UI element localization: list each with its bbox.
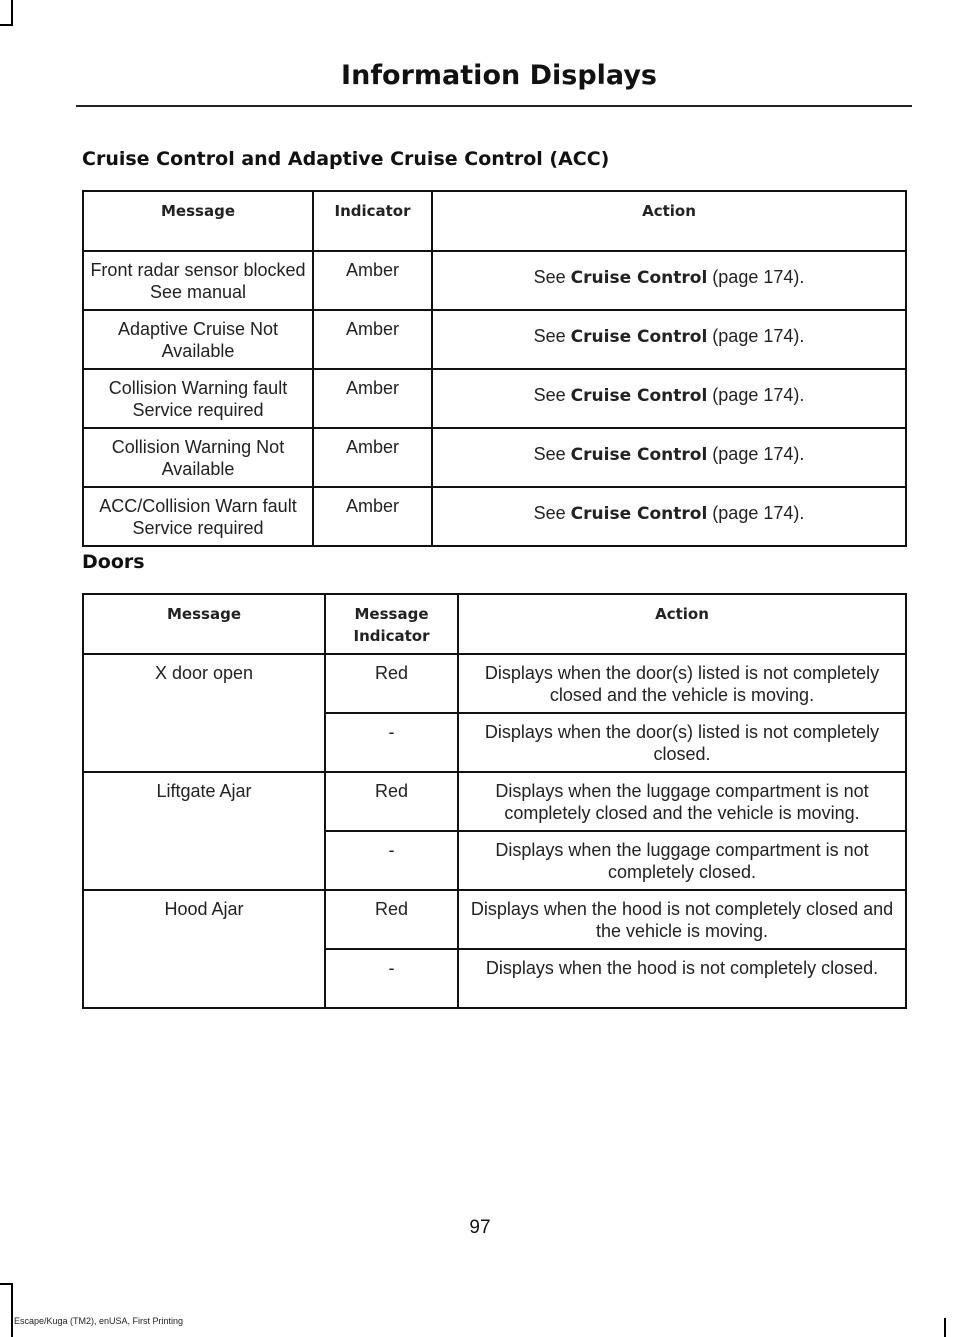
action-cell: Displays when the door(s) listed is not completely closed and the vehicle is moving. [458,654,906,713]
action-cell [432,310,906,369]
message-cell: Liftgate Ajar [83,772,325,890]
action-suffix: (page 174). [707,503,805,523]
indicator-cell: Red [325,772,458,831]
message-cell: X door open [83,654,325,772]
indicator-cell: - [325,949,458,1008]
table-row [83,251,906,310]
table-row [83,890,906,949]
message-cell: Hood Ajar [83,890,325,1008]
table-header-row [83,594,906,654]
table-row [83,310,906,369]
crop-mark-top-left-h [0,24,13,26]
doors-table-body [83,654,906,1008]
page-number: 97 [469,1217,491,1238]
column-header-action: Action [458,594,906,654]
message-cell: Adaptive Cruise Not Available [83,310,313,369]
message-indicator-label: Message Indicator [353,605,430,645]
crop-mark-bottom-left-h [0,1283,13,1285]
table-row [83,428,906,487]
indicator-cell: Amber [313,428,432,487]
action-suffix: (page 174). [707,385,805,405]
header-rule [76,105,912,107]
column-header-indicator: Indicator [313,191,432,251]
column-header-action: Action [432,191,906,251]
cruise-control-link[interactable]: Cruise Control [570,327,708,347]
action-cell: Displays when the door(s) listed is not completely closed. [458,713,906,772]
crop-mark-top-left [11,0,13,26]
indicator-cell: Amber [313,369,432,428]
indicator-cell: Red [325,890,458,949]
cruise-control-link[interactable]: Cruise Control [570,504,708,524]
table-row [83,772,906,831]
crop-mark-bottom-left [11,1283,13,1337]
message-cell: Collision Warning Not Available [83,428,313,487]
action-cell: Displays when the hood is not completely closed. [458,949,906,1008]
action-cell: Displays when the luggage compartment is not completely closed and the vehicle is moving. [458,772,906,831]
acc-table-body [83,251,906,546]
action-cell [432,487,906,546]
table-row [83,487,906,546]
action-prefix: See [533,503,571,523]
indicator-cell: Red [325,654,458,713]
acc-section-heading: Cruise Control and Adaptive Cruise Control (ACC) [82,148,610,170]
column-header-message: Message [83,594,325,654]
action-prefix: See [533,267,571,287]
acc-messages-table [82,190,907,547]
action-suffix: (page 174). [707,326,805,346]
doors-messages-table [82,593,907,1009]
column-header-message-indicator [325,594,458,654]
footer-edition: Escape/Kuga (TM2), enUSA, First Printing [14,1316,184,1326]
action-prefix: See [533,385,571,405]
message-cell: Collision Warning fault Service required [83,369,313,428]
indicator-cell: - [325,713,458,772]
page-title: Information Displays [341,60,657,91]
action-suffix: (page 174). [707,267,805,287]
action-cell [432,428,906,487]
doors-section-heading: Doors [82,551,145,573]
action-prefix: See [533,444,571,464]
column-header-message: Message [83,191,313,251]
cruise-control-link[interactable]: Cruise Control [570,386,708,406]
action-suffix: (page 174). [707,444,805,464]
table-row [83,654,906,713]
action-cell: Displays when the luggage compartment is not completely closed. [458,831,906,890]
cruise-control-link[interactable]: Cruise Control [570,268,708,288]
action-cell [432,369,906,428]
action-cell: Displays when the hood is not completely closed and the vehicle is moving. [458,890,906,949]
table-header-row [83,191,906,251]
message-cell: Front radar sensor blocked See manual [83,251,313,310]
table-row [83,369,906,428]
indicator-cell: - [325,831,458,890]
indicator-cell: Amber [313,251,432,310]
indicator-cell: Amber [313,310,432,369]
cruise-control-link[interactable]: Cruise Control [570,445,708,465]
indicator-cell: Amber [313,487,432,546]
crop-mark-bottom-right [944,1318,946,1337]
action-prefix: See [533,326,571,346]
action-cell [432,251,906,310]
message-cell: ACC/Collision Warn fault Service required [83,487,313,546]
